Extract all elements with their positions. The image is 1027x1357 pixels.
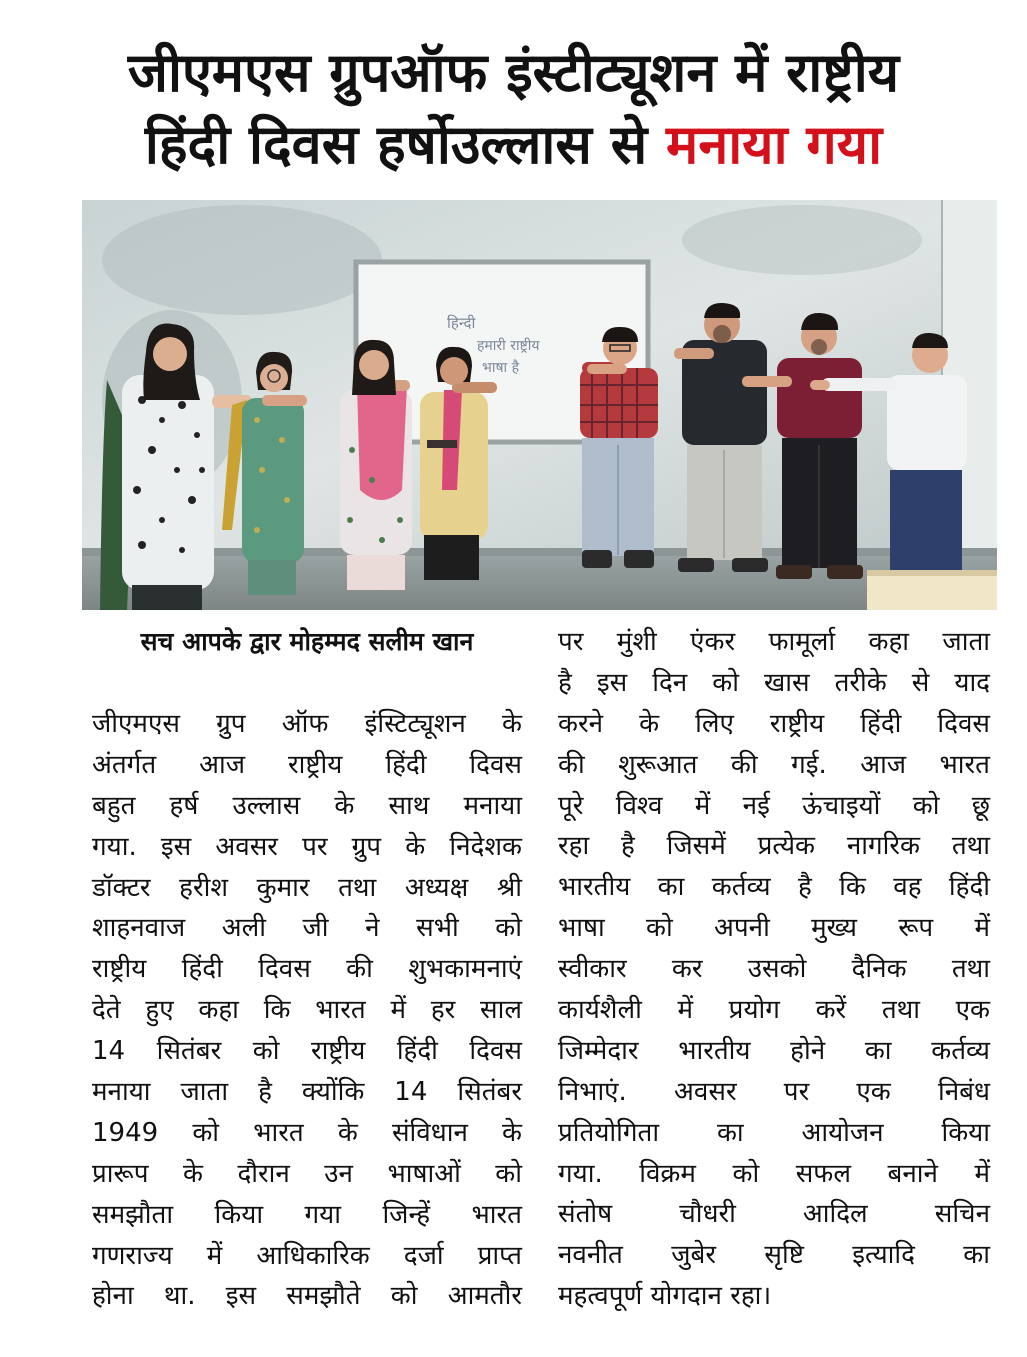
text-line: गया. विक्रम को सफल बनाने में xyxy=(558,1158,990,1189)
headline-text-2-highlight: मनाया गया xyxy=(666,113,883,176)
text-line: है इस दिन को खास तरीके से याद xyxy=(558,667,990,698)
whiteboard-line-2: हमारी राष्ट्रीय xyxy=(477,338,540,354)
text-line: रहा है जिसमें प्रत्येक नागरिक तथा xyxy=(558,831,990,862)
text-line: होना था. इस समझौते को आमतौर xyxy=(92,1281,522,1312)
text-line: शाहनवाज अली जी ने सभी को xyxy=(92,913,522,944)
text-line: पूरे विश्व में नई ऊंचाइयों को छू xyxy=(558,790,990,821)
text-line: प्रतियोगिता का आयोजन किया xyxy=(558,1117,990,1148)
article-column-left xyxy=(92,704,522,1317)
text-line: जीएमएस ग्रुप ऑफ इंस्टिट्यूशन के xyxy=(92,709,522,739)
text-line: राष्ट्रीय हिंदी दिवस की शुभकामनाएं xyxy=(92,954,522,985)
whiteboard-line-3: भाषा है xyxy=(482,360,520,376)
headline-text-2: हिंदी दिवस हर्षोउल्लास से xyxy=(144,113,667,176)
text-line: भाषा को अपनी मुख्य रूप में xyxy=(558,913,990,944)
whiteboard-line-1: हिन्दी xyxy=(447,314,476,332)
article-column-right xyxy=(558,622,990,1317)
news-photo-illustration xyxy=(82,200,997,610)
text-line: महत्वपूर्ण योगदान रहा। xyxy=(558,1281,772,1312)
text-line: डॉक्टर हरीश कुमार तथा अध्यक्ष श्री xyxy=(92,872,522,903)
text-line: संतोष चौधरी आदिल सचिन xyxy=(558,1199,990,1230)
text-line: करने के लिए राष्ट्रीय हिंदी दिवस xyxy=(558,708,990,739)
text-line: 14 सितंबर को राष्ट्रीय हिंदी दिवस xyxy=(92,1036,522,1067)
text-line: जिम्मेदार भारतीय होने का कर्तव्य xyxy=(558,1035,990,1066)
text-line: देते हुए कहा कि भारत में हर साल xyxy=(92,995,522,1026)
text-line: की शुरूआत की गई. आज भारत xyxy=(558,749,990,780)
text-line: भारतीय का कर्तव्य है कि वह हिंदी xyxy=(558,872,990,903)
headline-line-2 xyxy=(40,110,987,180)
headline-text-1: जीएमएस ग्रुपऑफ इंस्टीट्यूशन में राष्ट्रीय xyxy=(127,41,900,104)
text-line: स्वीकार कर उसको दैनिक तथा xyxy=(558,954,990,985)
text-line: मनाया जाता है क्योंकि 14 सितंबर xyxy=(92,1077,522,1108)
news-photo xyxy=(82,200,997,610)
text-line: पर मुंशी एंकर फामूर्ला कहा जाता xyxy=(558,627,990,657)
text-line: अंतर्गत आज राष्ट्रीय हिंदी दिवस xyxy=(92,749,522,780)
text-line: 1949 को भारत के संविधान के xyxy=(92,1117,522,1148)
person-6 xyxy=(674,303,768,572)
text-line: कार्यशैली में प्रयोग करें तथा एक xyxy=(558,995,990,1026)
text-line: समझौता किया गया जिन्हें भारत xyxy=(92,1199,522,1230)
text-line: नवनीत जुबेर सृष्टि इत्यादि का xyxy=(558,1240,990,1271)
headline-line-1 xyxy=(40,38,987,108)
text-line: निभाएं. अवसर पर एक निबंध xyxy=(558,1076,990,1107)
text-line: गणराज्य में आधिकारिक दर्जा प्राप्त xyxy=(92,1240,522,1271)
text-line: गया. इस अवसर पर ग्रुप के निदेशक xyxy=(92,831,522,862)
text-line: प्रारूप के दौरान उन भाषाओं को xyxy=(92,1158,522,1189)
text-line: बहुत हर्ष उल्लास के साथ मनाया xyxy=(92,790,522,821)
byline: सच आपके द्वार मोहम्मद सलीम खान xyxy=(140,627,474,656)
